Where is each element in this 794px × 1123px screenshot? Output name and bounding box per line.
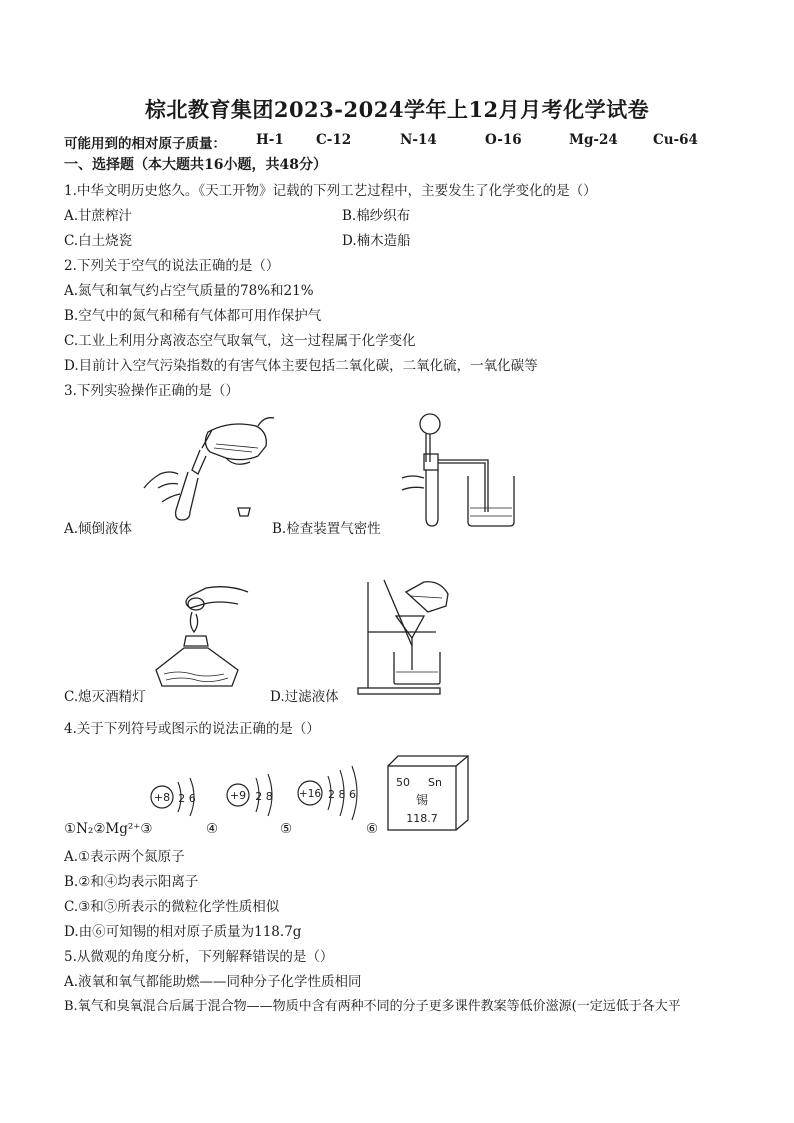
- atom-3-nucleus: +16: [298, 788, 322, 800]
- mass-cu: Cu-64: [653, 132, 698, 148]
- atom-2-nucleus: +9: [229, 789, 247, 802]
- q5-option-a: A.液氧和氧气都能助燃——同种分子化学性质相同: [64, 974, 362, 990]
- tin-element-card: [382, 754, 474, 834]
- q4-option-a: A.①表示两个氮原子: [64, 849, 185, 865]
- q4-stem: 4.关于下列符号或图示的说法正确的是（）: [64, 721, 320, 737]
- q4-option-c: C.③和⑤所表示的微粒化学性质相似: [64, 899, 280, 915]
- q1-option-a: A.甘蔗榨汁: [64, 208, 133, 224]
- page-title: 棕北教育集团2023-2024学年上12月月考化学试卷: [144, 97, 650, 122]
- section-heading: 一、选择题（本大题共16小题，共48分）: [64, 157, 327, 173]
- atom-2-shells: 2 8: [255, 790, 273, 803]
- q1-option-b: B.棉纱织布: [342, 208, 411, 224]
- q4-option-d: D.由⑥可知锡的相对原子质量为118.7g: [64, 924, 302, 940]
- tin-symbol: Sn: [428, 776, 442, 789]
- alcohol-lamp-figure: [148, 574, 260, 694]
- q2-option-d: D.目前计入空气污染指数的有害气体主要包括二氧化碳，二氧化硫，一氧化碳等: [64, 358, 538, 374]
- atom-1-nucleus: +8: [153, 791, 171, 804]
- atom-structure-2: [222, 766, 286, 824]
- mass-h: H-1: [256, 132, 284, 148]
- atomic-masses-label: 可能用到的相对原子质量：: [64, 136, 226, 152]
- atom-3-shells: 2 8 6: [328, 788, 356, 801]
- q3-stem: 3.下列实验操作正确的是（）: [64, 383, 239, 399]
- q1-option-d: D.楠木造船: [342, 233, 411, 249]
- q5-option-b: B.氧气和臭氧混合后属于混合物——物质中含有两种不同的分子更多课件教案等低价滋源(一定远低于各大平: [64, 999, 681, 1014]
- q2-stem: 2.下列关于空气的说法正确的是（）: [64, 258, 280, 274]
- atom-structure-3: [294, 760, 374, 826]
- q5-stem: 5.从微观的角度分析，下列解释错误的是（）: [64, 949, 334, 965]
- q2-option-c: C.工业上利用分离液态空气取氧气，这一过程属于化学变化: [64, 333, 416, 349]
- mass-o: O-16: [485, 132, 522, 148]
- q4-symbols: ①N₂②Mg²⁺③: [64, 821, 153, 837]
- airtightness-check-figure: [398, 412, 523, 530]
- marker-4: ④: [206, 821, 219, 837]
- q1-stem: 1.中华文明历史悠久。《天工开物》记载的下列工艺过程中，主要发生了化学变化的是（）: [64, 183, 597, 199]
- q4-option-b: B.②和④均表示阳离子: [64, 874, 199, 890]
- marker-5: ⑤: [280, 821, 293, 837]
- q3-option-a: A.倾倒液体: [64, 521, 133, 537]
- q3-option-c: C.熄灭酒精灯: [64, 689, 146, 705]
- q2-option-b: B.空气中的氮气和稀有气体都可用作保护气: [64, 308, 322, 324]
- q2-option-a: A.氮气和氧气约占空气质量的78%和21%: [64, 283, 314, 299]
- mass-c: C-12: [316, 132, 352, 148]
- tin-atomic-number: 50: [396, 776, 410, 789]
- atom-structure-1: [146, 770, 206, 824]
- filtration-figure: [354, 572, 456, 696]
- atomic-masses: [64, 132, 698, 152]
- mass-n: N-14: [400, 132, 437, 148]
- tin-atomic-mass: 118.7: [406, 812, 438, 825]
- q1-option-c: C.白土烧瓷: [64, 233, 133, 249]
- mass-mg: Mg-24: [569, 132, 618, 148]
- q3-option-b: B.检查装置气密性: [272, 521, 381, 537]
- tin-name: 锡: [415, 793, 429, 807]
- atom-1-shells: 2 6: [178, 792, 196, 805]
- q3-option-d: D.过滤液体: [270, 689, 339, 705]
- pouring-liquid-figure: [140, 412, 280, 530]
- marker-6: ⑥: [366, 821, 379, 837]
